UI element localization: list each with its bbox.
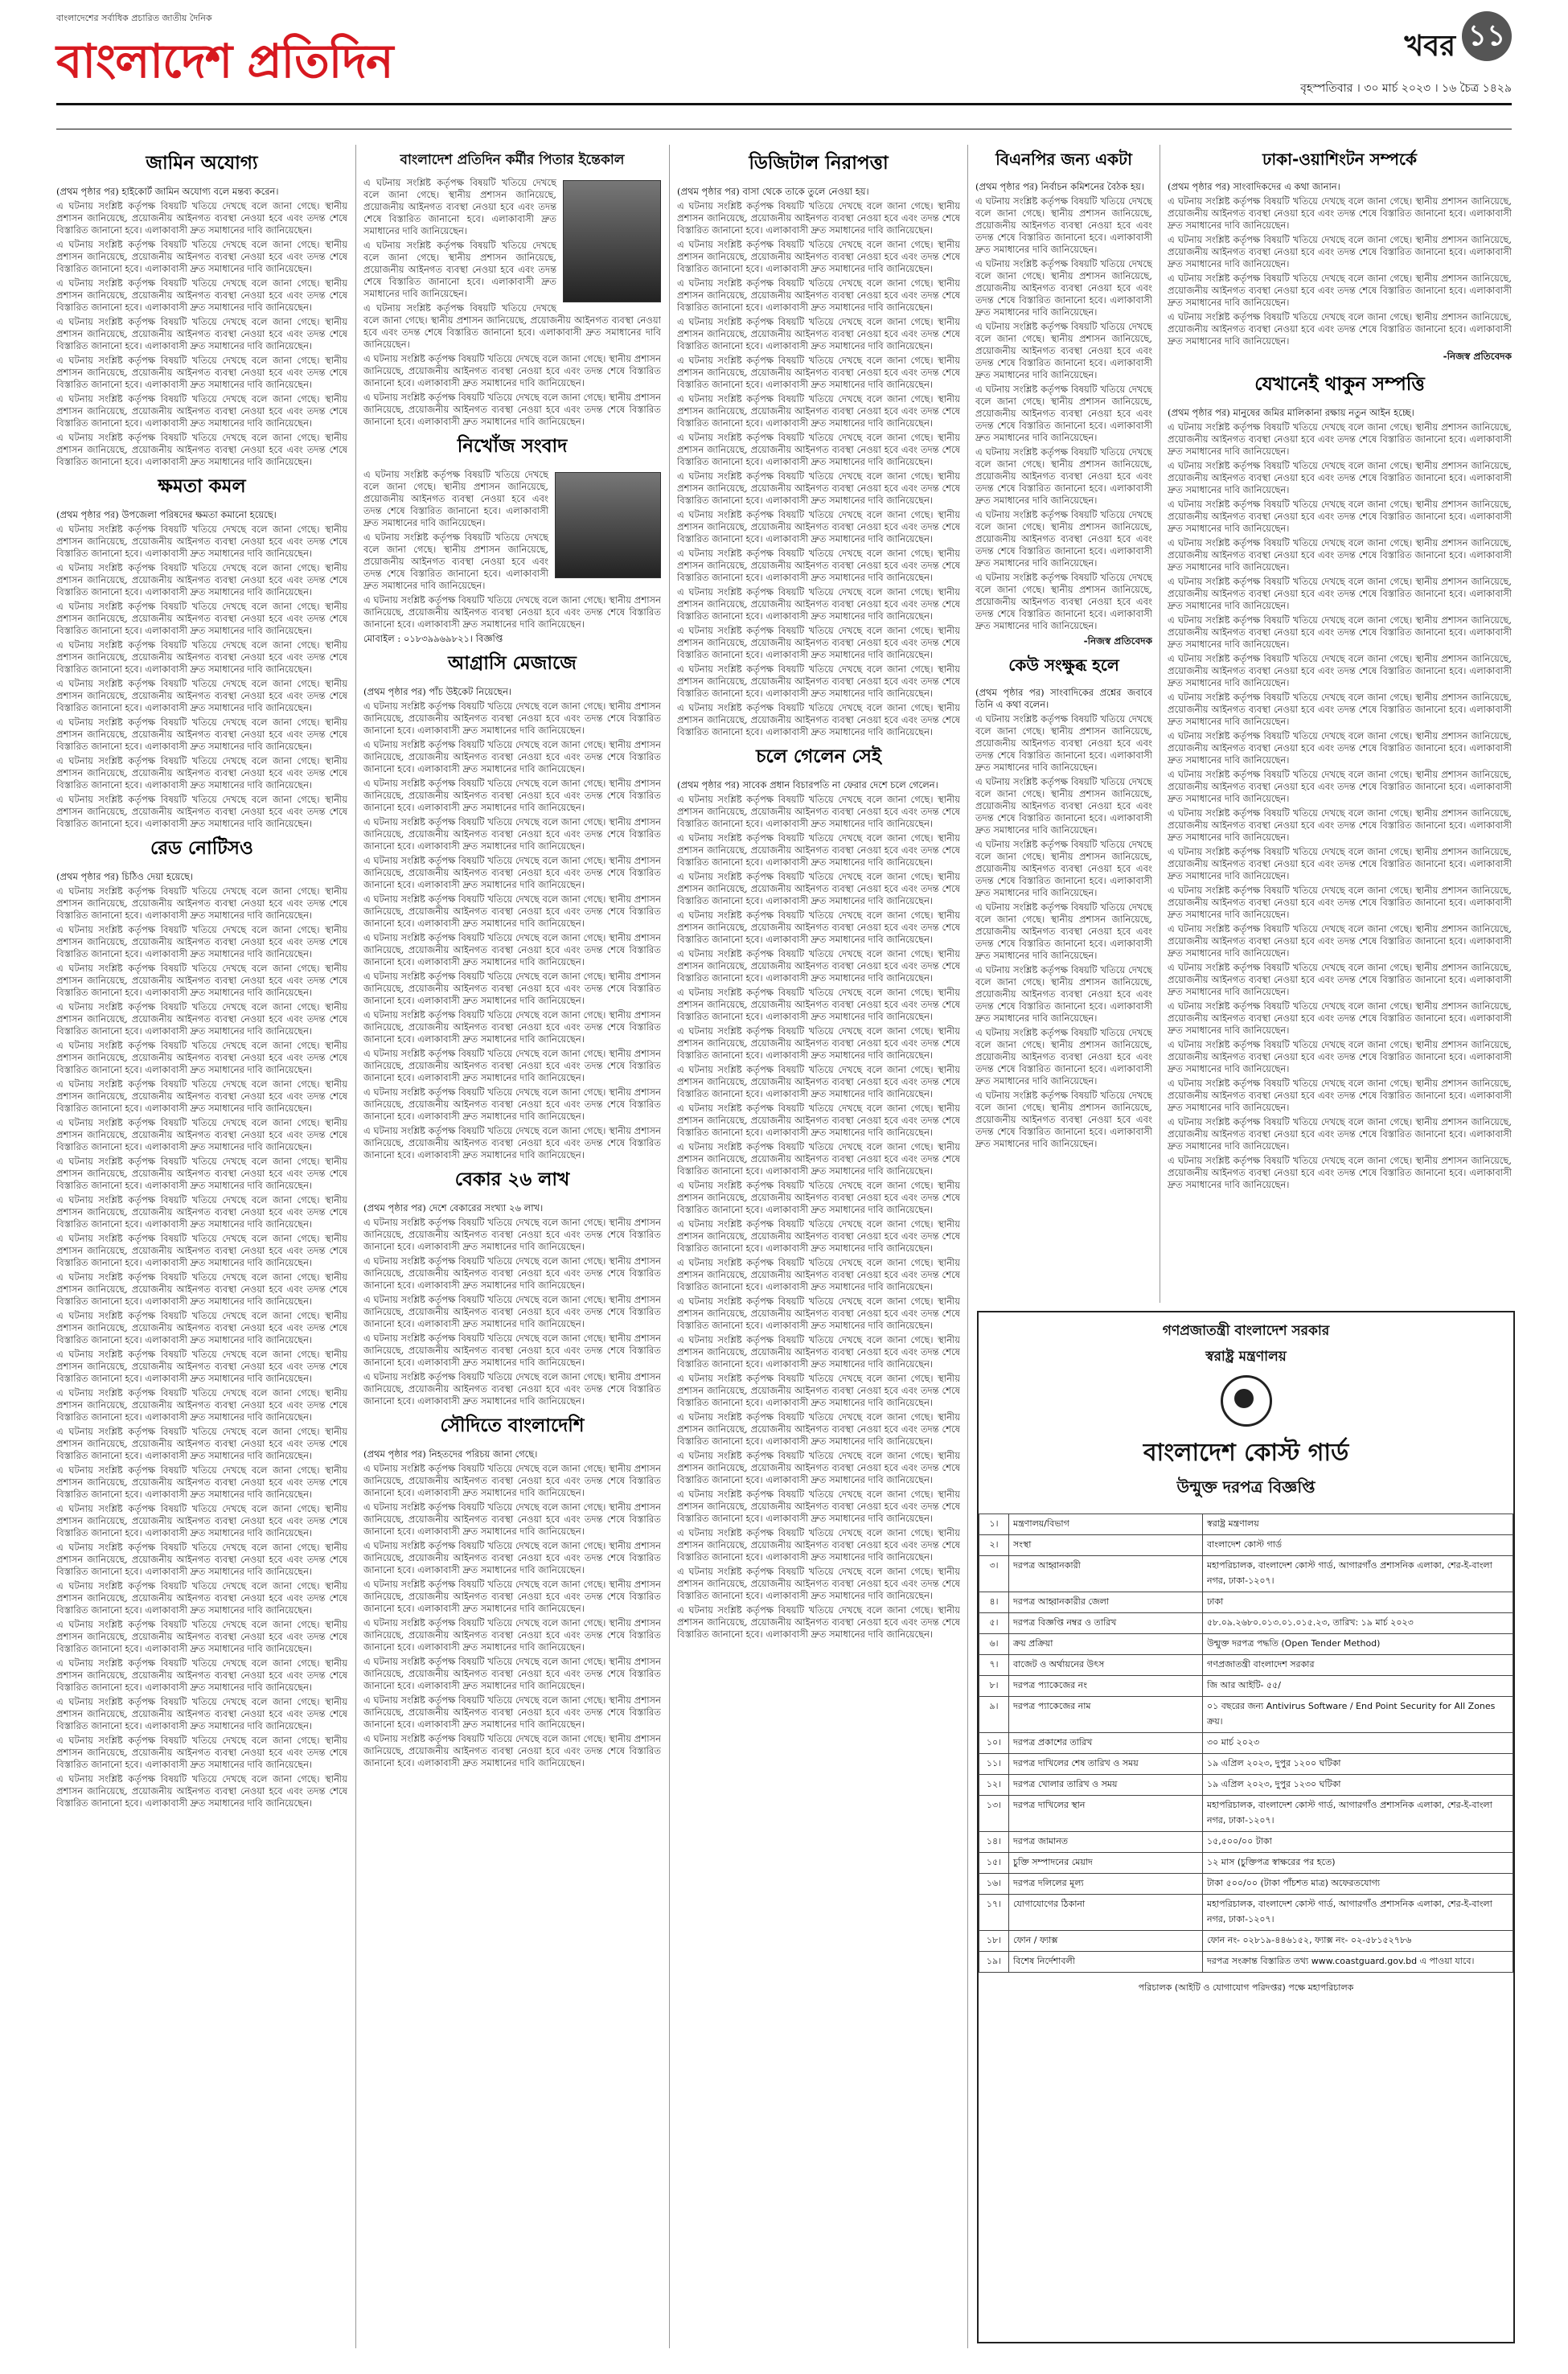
tender-cell-n: ১০। xyxy=(979,1733,1009,1754)
tender-details-table xyxy=(979,1514,1513,1973)
body-text: এ ঘটনায় সংশ্লিষ্ট কর্তৃপক্ষ বিষয়টি খতিয়ে দেখছে বলে জানা গেছে। স্থানীয় প্রশাসন জানিয়েছে, প্রয়োজনীয় আইনগত ব্যবস্থা নেওয়া হবে এবং তদন্ত শেষে বিস্তারিত জানানো হবে। এলাকাবাসী দ্রুত সমাধানের দাবি জানিয়েছেন। xyxy=(56,1657,347,1693)
tender-cell-k: ক্রয় প্রক্রিয়া xyxy=(1009,1634,1203,1655)
body-text: এ ঘটনায় সংশ্লিষ্ট কর্তৃপক্ষ বিষয়টি খতিয়ে দেখছে বলে জানা গেছে। স্থানীয় প্রশাসন জানিয়েছে, প্রয়োজনীয় আইনগত ব্যবস্থা নেওয়া হবে এবং তদন্ত শেষে বিস্তারিত জানানো হবে। এলাকাবাসী দ্রুত সমাধানের দাবি জানিয়েছেন। xyxy=(363,1125,661,1160)
masthead-tagline: বাংলাদেশের সর্বাধিক প্রচারিত জাতীয় দৈনিক xyxy=(56,13,212,23)
body-text: এ ঘটনায় সংশ্লিষ্ট কর্তৃপক্ষ বিষয়টি খতিয়ে দেখছে বলে জানা গেছে। স্থানীয় প্রশাসন জানিয়েছে, প্রয়োজনীয় আইনগত ব্যবস্থা নেওয়া হবে এবং তদন্ত শেষে বিস্তারিত জানানো হবে। এলাকাবাসী দ্রুত সমাধানের দাবি জানিয়েছেন। xyxy=(363,778,661,813)
article-dhaka-washington[interactable] xyxy=(1168,148,1512,366)
body-text: এ ঘটনায় সংশ্লিষ্ট কর্তৃপক্ষ বিষয়টি খতিয়ে দেখছে বলে জানা গেছে। স্থানীয় প্রশাসন জানিয়েছে, প্রয়োজনীয় আইনগত ব্যবস্থা নেওয়া হবে এবং তদন্ত শেষে বিস্তারিত জানানো হবে। এলাকাবাসী দ্রুত সমাধানের দাবি জানিয়েছেন। xyxy=(363,1463,661,1498)
body-text: এ ঘটনায় সংশ্লিষ্ট কর্তৃপক্ষ বিষয়টি খতিয়ে দেখছে বলে জানা গেছে। স্থানীয় প্রশাসন জানিয়েছে, প্রয়োজনীয় আইনগত ব্যবস্থা নেওয়া হবে এবং তদন্ত শেষে বিস্তারিত জানানো হবে। এলাকাবাসী দ্রুত সমাধানের দাবি জানিয়েছেন। xyxy=(56,1001,347,1037)
body-text: এ ঘটনায় সংশ্লিষ্ট কর্তৃপক্ষ বিষয়টি খতিয়ে দেখছে বলে জানা গেছে। স্থানীয় প্রশাসন জানিয়েছে, প্রয়োজনীয় আইনগত ব্যবস্থা নেওয়া হবে এবং তদন্ত শেষে বিস্তারিত জানানো হবে। এলাকাবাসী দ্রুত সমাধানের দাবি জানিয়েছেন। xyxy=(1168,421,1512,457)
body-text: এ ঘটনায় সংশ্লিষ্ট কর্তৃপক্ষ বিষয়টি খতিয়ে দেখছে বলে জানা গেছে। স্থানীয় প্রশাসন জানিয়েছে, প্রয়োজনীয় আইনগত ব্যবস্থা নেওয়া হবে এবং তদন্ত শেষে বিস্তারিত জানানো হবে। এলাকাবাসী দ্রুত সমাধানের দাবি জানিয়েছেন। xyxy=(1168,653,1512,688)
body-text: এ ঘটনায় সংশ্লিষ্ট কর্তৃপক্ষ বিষয়টি খতিয়ে দেখছে বলে জানা গেছে। স্থানীয় প্রশাসন জানিয়েছে, প্রয়োজনীয় আইনগত ব্যবস্থা নেওয়া হবে এবং তদন্ত শেষে বিস্তারিত জানানো হবে। এলাকাবাসী দ্রুত সমাধানের দাবি জানিয়েছেন। xyxy=(56,639,347,675)
tender-row xyxy=(979,1592,1513,1613)
body-text: এ ঘটনায় সংশ্লিষ্ট কর্তৃপক্ষ বিষয়টি খতিয়ে দেখছে বলে জানা গেছে। স্থানীয় প্রশাসন জানিয়েছে, প্রয়োজনীয় আইনগত ব্যবস্থা নেওয়া হবে এবং তদন্ত শেষে বিস্তারিত জানানো হবে। এলাকাবাসী দ্রুত সমাধানের দাবি জানিয়েছেন। xyxy=(56,1271,347,1307)
body-text: এ ঘটনায় সংশ্লিষ্ট কর্তৃপক্ষ বিষয়টি খতিয়ে দেখছে বলে জানা গেছে। স্থানীয় প্রশাসন জানিয়েছে, প্রয়োজনীয় আইনগত ব্যবস্থা নেওয়া হবে এবং তদন্ত শেষে বিস্তারিত জানানো হবে। এলাকাবাসী দ্রুত সমাধানের দাবি জানিয়েছেন। xyxy=(363,1255,661,1291)
article-lead: (প্রথম পৃষ্ঠার পর) উপজেলা পরিষদের ক্ষমতা কমানো হয়েছে। xyxy=(56,509,277,520)
body-text: এ ঘটনায় সংশ্লিষ্ট কর্তৃপক্ষ বিষয়টি খতিয়ে দেখছে বলে জানা গেছে। স্থানীয় প্রশাসন জানিয়েছে, প্রয়োজনীয় আইনগত ব্যবস্থা নেওয়া হবে এবং তদন্ত শেষে বিস্তারিত জানানো হবে। এলাকাবাসী দ্রুত সমাধানের দাবি জানিয়েছেন। xyxy=(56,355,347,390)
tender-cell-k: বাজেট ও অর্থায়নের উৎস xyxy=(1009,1655,1203,1676)
body-text: এ ঘটনায় সংশ্লিষ্ট কর্তৃপক্ষ বিষয়টি খতিয়ে দেখছে বলে জানা গেছে। স্থানীয় প্রশাসন জানিয়েছে, প্রয়োজনীয় আইনগত ব্যবস্থা নেওয়া হবে এবং তদন্ত শেষে বিস্তারিত জানানো হবে। এলাকাবাসী দ্রুত সমাধানের দাবি জানিয়েছেন। xyxy=(1168,273,1512,308)
article-lead: (প্রথম পৃষ্ঠার পর) সাবেক প্রধান বিচারপতি না ফেরার দেশে চলে গেলেন। xyxy=(677,779,938,791)
body-text: এ ঘটনায় সংশ্লিষ্ট কর্তৃপক্ষ বিষয়টি খতিয়ে দেখছে বলে জানা গেছে। স্থানীয় প্রশাসন জানিয়েছে, প্রয়োজনীয় আইনগত ব্যবস্থা নেওয়া হবে এবং তদন্ত শেষে বিস্তারিত জানানো হবে। এলাকাবাসী দ্রুত সমাধানের দাবি জানিয়েছেন। xyxy=(56,1387,347,1423)
tender-cell-v: ১২ মাস (চুক্তিপত্র স্বাক্ষরের পর হতে) xyxy=(1203,1853,1513,1874)
headline: ডিজিটাল নিরাপত্তা xyxy=(749,153,889,174)
tender-cell-k: দরপত্র খোলার তারিখ ও সময় xyxy=(1009,1775,1203,1796)
article-lead: (প্রথম পৃষ্ঠার পর) সাংবাদিকদের এ কথা জানান। xyxy=(1168,181,1340,192)
tender-cell-n: ৪। xyxy=(979,1592,1009,1613)
tender-cell-n: ১১। xyxy=(979,1754,1009,1775)
column-3 xyxy=(677,145,960,2348)
body-text: এ ঘটনায় সংশ্লিষ্ট কর্তৃপক্ষ বিষয়টি খতিয়ে দেখছে বলে জানা গেছে। স্থানীয় প্রশাসন জানিয়েছে, প্রয়োজনীয় আইনগত ব্যবস্থা নেওয়া হবে এবং তদন্ত শেষে বিস্তারিত জানানো হবে। এলাকাবাসী দ্রুত সমাধানের দাবি জানিয়েছেন। xyxy=(56,1542,347,1577)
body-text: এ ঘটনায় সংশ্লিষ্ট কর্তৃপক্ষ বিষয়টি খতিয়ে দেখছে বলে জানা গেছে। স্থানীয় প্রশাসন জানিয়েছে, প্রয়োজনীয় আইনগত ব্যবস্থা নেওয়া হবে এবং তদন্ত শেষে বিস্তারিত জানানো হবে। এলাকাবাসী দ্রুত সমাধানের দাবি জানিয়েছেন। xyxy=(677,1257,960,1292)
tender-cell-v: ০১ বছরের জন্য Antivirus Software / End Point Security for All Zones ক্রয়। xyxy=(1203,1697,1513,1733)
tender-cell-n: ৮। xyxy=(979,1676,1009,1697)
tender-cell-n: ৯। xyxy=(979,1697,1009,1733)
body-text: এ ঘটনায় সংশ্লিষ্ট কর্তৃপক্ষ বিষয়টি খতিয়ে দেখছে বলে জানা গেছে। স্থানীয় প্রশাসন জানিয়েছে, প্রয়োজনীয় আইনগত ব্যবস্থা নেওয়া হবে এবং তদন্ত শেষে বিস্তারিত জানানো হবে। এলাকাবাসী দ্রুত সমাধানের দাবি জানিয়েছেন। xyxy=(975,1090,1152,1149)
body-text: এ ঘটনায় সংশ্লিষ্ট কর্তৃপক্ষ বিষয়টি খতিয়ে দেখছে বলে জানা গেছে। স্থানীয় প্রশাসন জানিয়েছে, প্রয়োজনীয় আইনগত ব্যবস্থা নেওয়া হবে এবং তদন্ত শেষে বিস্তারিত জানানো হবে। এলাকাবাসী দ্রুত সমাধানের দাবি জানিয়েছেন। xyxy=(975,195,1152,255)
tender-cell-v: ৫৮.০৯.২৬৮০.০১৩.০১.০১৫.২৩, তারিখ: ১৯ মার্চ ২০২৩ xyxy=(1203,1613,1513,1634)
tender-row xyxy=(979,1931,1513,1952)
body-text: এ ঘটনায় সংশ্লিষ্ট কর্তৃপক্ষ বিষয়টি খতিয়ে দেখছে বলে জানা গেছে। স্থানীয় প্রশাসন জানিয়েছে, প্রয়োজনীয় আইনগত ব্যবস্থা নেওয়া হবে এবং তদন্ত শেষে বিস্তারিত জানানো হবে। এলাকাবাসী দ্রুত সমাধানের দাবি জানিয়েছেন। xyxy=(363,855,661,890)
article-red-notice[interactable] xyxy=(56,833,347,1809)
body-text: এ ঘটনায় সংশ্লিষ্ট কর্তৃপক্ষ বিষয়টি খতিয়ে দেখছে বলে জানা গেছে। স্থানীয় প্রশাসন জানিয়েছে, প্রয়োজনীয় আইনগত ব্যবস্থা নেওয়া হবে এবং তদন্ত শেষে বিস্তারিত জানানো হবে। এলাকাবাসী দ্রুত সমাধানের দাবি জানিয়েছেন। xyxy=(363,1733,661,1768)
tender-cell-n: ৭। xyxy=(979,1655,1009,1676)
tender-cell-n: ১৪। xyxy=(979,1832,1009,1853)
tender-cell-n: ৩। xyxy=(979,1556,1009,1592)
tender-cell-v: গণপ্রজাতন্ত্রী বাংলাদেশ সরকার xyxy=(1203,1655,1513,1676)
body-text: এ ঘটনায় সংশ্লিষ্ট কর্তৃপক্ষ বিষয়টি খতিয়ে দেখছে বলে জানা গেছে। স্থানীয় প্রশাসন জানিয়েছে, প্রয়োজনীয় আইনগত ব্যবস্থা নেওয়া হবে এবং তদন্ত শেষে বিস্তারিত জানানো হবে। এলাকাবাসী দ্রুত সমাধানের দাবি জানিয়েছেন। xyxy=(677,1218,960,1254)
tender-row xyxy=(979,1613,1513,1634)
headline: বাংলাদেশ প্রতিদিন কর্মীর পিতার ইন্তেকাল xyxy=(400,152,625,168)
article-custody[interactable] xyxy=(363,648,661,1161)
body-text: এ ঘটনায় সংশ্লিষ্ট কর্তৃপক্ষ বিষয়টি খতিয়ে দেখছে বলে জানা গেছে। স্থানীয় প্রশাসন জানিয়েছে, প্রয়োজনীয় আইনগত ব্যবস্থা নেওয়া হবে এবং তদন্ত শেষে বিস্তারিত জানানো হবে। এলাকাবাসী দ্রুত সমাধানের দাবি জানিয়েছেন। xyxy=(363,1217,661,1252)
tender-cell-v: মহাপরিচালক, বাংলাদেশ কোস্ট গার্ড, আগারগাঁও প্রশাসনিক এলাকা, শের-ই-বাংলা নগর, ঢাকা-১২০৭। xyxy=(1203,1796,1513,1832)
tender-row xyxy=(979,1655,1513,1676)
body-text: এ ঘটনায় সংশ্লিষ্ট কর্তৃপক্ষ বিষয়টি খতিয়ে দেখছে বলে জানা গেছে। স্থানীয় প্রশাসন জানিয়েছে, প্রয়োজনীয় আইনগত ব্যবস্থা নেওয়া হবে এবং তদন্ত শেষে বিস্তারিত জানানো হবে। এলাকাবাসী দ্রুত সমাধানের দাবি জানিয়েছেন। xyxy=(975,258,1152,318)
headline: আগ্রাসি মেজাজে xyxy=(448,653,577,674)
tender-cell-k: মন্ত্রণালয়/বিভাগ xyxy=(1009,1514,1203,1535)
body-text: এ ঘটনায় সংশ্লিষ্ট কর্তৃপক্ষ বিষয়টি খতিয়ে দেখছে বলে জানা গেছে। স্থানীয় প্রশাসন জানিয়েছে, প্রয়োজনীয় আইনগত ব্যবস্থা নেওয়া হবে এবং তদন্ত শেষে বিস্তারিত জানানো হবে। এলাকাবাসী দ্রুত সমাধানের দাবি জানিয়েছেন। xyxy=(975,1027,1152,1086)
body-text: এ ঘটনায় সংশ্লিষ্ট কর্তৃপক্ষ বিষয়টি খতিয়ে দেখছে বলে জানা গেছে। স্থানীয় প্রশাসন জানিয়েছে, প্রয়োজনীয় আইনগত ব্যবস্থা নেওয়া হবে এবং তদন্ত শেষে বিস্তারিত জানানো হবে। এলাকাবাসী দ্রুত সমাধানের দাবি জানিয়েছেন। xyxy=(677,625,960,660)
body-text: এ ঘটনায় সংশ্লিষ্ট কর্তৃপক্ষ বিষয়টি খতিয়ে দেখছে বলে জানা গেছে। স্থানীয় প্রশাসন জানিয়েছে, প্রয়োজনীয় আইনগত ব্যবস্থা নেওয়া হবে এবং তদন্ত শেষে বিস্তারিত জানানো হবে। এলাকাবাসী দ্রুত সমাধানের দাবি জানিয়েছেন। xyxy=(363,1086,661,1122)
body-text: এ ঘটনায় সংশ্লিষ্ট কর্তৃপক্ষ বিষয়টি খতিয়ে দেখছে বলে জানা গেছে। স্থানীয় প্রশাসন জানিয়েছে, প্রয়োজনীয় আইনগত ব্যবস্থা নেওয়া হবে এবং তদন্ত শেষে বিস্তারিত জানানো হবে। এলাকাবাসী দ্রুত সমাধানের দাবি জানিয়েছেন। xyxy=(975,572,1152,631)
body-text: এ ঘটনায় সংশ্লিষ্ট কর্তৃপক্ষ বিষয়টি খতিয়ে দেখছে বলে জানা গেছে। স্থানীয় প্রশাসন জানিয়েছে, প্রয়োজনীয় আইনগত ব্যবস্থা নেওয়া হবে এবং তদন্ত শেষে বিস্তারিত জানানো হবে। এলাকাবাসী দ্রুত সমাধানের দাবি জানিয়েছেন। xyxy=(363,1694,661,1730)
body-text: এ ঘটনায় সংশ্লিষ্ট কর্তৃপক্ষ বিষয়টি খতিয়ে দেখছে বলে জানা গেছে। স্থানীয় প্রশাসন জানিয়েছে, প্রয়োজনীয় আইনগত ব্যবস্থা নেওয়া হবে এবং তদন্ত শেষে বিস্তারিত জানানো হবে। এলাকাবাসী দ্রুত সমাধানের দাবি জানিয়েছেন। xyxy=(975,509,1152,569)
tender-cell-k: দরপত্র প্যাকেজের নং xyxy=(1009,1676,1203,1697)
headline: যেখানেই থাকুন সম্পত্তি xyxy=(1254,374,1425,395)
body-text: এ ঘটনায় সংশ্লিষ্ট কর্তৃপক্ষ বিষয়টি খতিয়ে দেখছে বলে জানা গেছে। স্থানীয় প্রশাসন জানিয়েছে, প্রয়োজনীয় আইনগত ব্যবস্থা নেওয়া হবে এবং তদন্ত শেষে বিস্তারিত জানানো হবে। এলাকাবাসী দ্রুত সমাধানের দাবি জানিয়েছেন। xyxy=(56,1735,347,1770)
tender-cell-k: দরপত্র প্যাকেজের নাম xyxy=(1009,1697,1203,1733)
body-text: এ ঘটনায় সংশ্লিষ্ট কর্তৃপক্ষ বিষয়টি খতিয়ে দেখছে বলে জানা গেছে। স্থানীয় প্রশাসন জানিয়েছে, প্রয়োজনীয় আইনগত ব্যবস্থা নেওয়া হবে এবং তদন্ত শেষে বিস্তারিত জানানো হবে। এলাকাবাসী দ্রুত সমাধানের দাবি জানিয়েছেন। xyxy=(1168,923,1512,959)
headline: নিখোঁজ সংবাদ xyxy=(457,436,568,457)
body-text: এ ঘটনায় সংশ্লিষ্ট কর্তৃপক্ষ বিষয়টি খতিয়ে দেখছে বলে জানা গেছে। স্থানীয় প্রশাসন জানিয়েছে, প্রয়োজনীয় আইনগত ব্যবস্থা নেওয়া হবে এবং তদন্ত শেষে বিস্তারিত জানানো হবে। এলাকাবাসী দ্রুত সমাধানের দাবি জানিয়েছেন। xyxy=(677,702,960,737)
tender-cell-k: দরপত্র দাখিলের স্থান xyxy=(1009,1796,1203,1832)
body-text: এ ঘটনায় সংশ্লিষ্ট কর্তৃপক্ষ বিষয়টি খতিয়ে দেখছে বলে জানা গেছে। স্থানীয় প্রশাসন জানিয়েছে, প্রয়োজনীয় আইনগত ব্যবস্থা নেওয়া হবে এবং তদন্ত শেষে বিস্তারিত জানানো হবে। এলাকাবাসী দ্রুত সমাধানের দাবি জানিয়েছেন। xyxy=(677,316,960,351)
body-text: এ ঘটনায় সংশ্লিষ্ট কর্তৃপক্ষ বিষয়টি খতিয়ে দেখছে বলে জানা গেছে। স্থানীয় প্রশাসন জানিয়েছে, প্রয়োজনীয় আইনগত ব্যবস্থা নেওয়া হবে এবং তদন্ত শেষে বিস্তারিত জানানো হবে। এলাকাবাসী দ্রুত সমাধানের দাবি জানিয়েছেন। xyxy=(1168,885,1512,920)
tender-cell-n: ১। xyxy=(979,1514,1009,1535)
body-text: এ ঘটনায় সংশ্লিষ্ট কর্তৃপক্ষ বিষয়টি খতিয়ে দেখছে বলে জানা গেছে। স্থানীয় প্রশাসন জানিয়েছে, প্রয়োজনীয় আইনগত ব্যবস্থা নেওয়া হবে এবং তদন্ত শেষে বিস্তারিত জানানো হবে। এলাকাবাসী দ্রুত সমাধানের দাবি জানিয়েছেন। xyxy=(677,200,960,236)
body-text: এ ঘটনায় সংশ্লিষ্ট কর্তৃপক্ষ বিষয়টি খতিয়ে দেখছে বলে জানা গেছে। স্থানীয় প্রশাসন জানিয়েছে, প্রয়োজনীয় আইনগত ব্যবস্থা নেওয়া হবে এবং তদন্ত শেষে বিস্তারিত জানানো হবে। এলাকাবাসী দ্রুত সমাধানের দাবি জানিয়েছেন। xyxy=(1168,234,1512,269)
body-text: এ ঘটনায় সংশ্লিষ্ট কর্তৃপক্ষ বিষয়টি খতিয়ে দেখছে বলে জানা গেছে। স্থানীয় প্রশাসন জানিয়েছে, প্রয়োজনীয় আইনগত ব্যবস্থা নেওয়া হবে এবং তদন্ত শেষে বিস্তারিত জানানো হবে। এলাকাবাসী দ্রুত সমাধানের দাবি জানিয়েছেন। xyxy=(975,776,1152,836)
body-text: এ ঘটনায় সংশ্লিষ্ট কর্তৃপক্ষ বিষয়টি খতিয়ে দেখছে বলে জানা গেছে। স্থানীয় প্রশাসন জানিয়েছে, প্রয়োজনীয় আইনগত ব্যবস্থা নেওয়া হবে এবং তদন্ত শেষে বিস্তারিত জানানো হবে। এলাকাবাসী দ্রুত সমাধানের দাবি জানিয়েছেন। xyxy=(363,1371,661,1407)
body-text: এ ঘটনায় সংশ্লিষ্ট কর্তৃপক্ষ বিষয়টি খতিয়ে দেখছে বলে জানা গেছে। স্থানীয় প্রশাসন জানিয়েছে, প্রয়োজনীয় আইনগত ব্যবস্থা নেওয়া হবে এবং তদন্ত শেষে বিস্তারিত জানানো হবে। এলাকাবাসী দ্রুত সমাধানের দাবি জানিয়েছেন। xyxy=(56,1194,347,1230)
body-text: এ ঘটনায় সংশ্লিষ্ট কর্তৃপক্ষ বিষয়টি খতিয়ে দেখছে বলে জানা গেছে। স্থানীয় প্রশাসন জানিয়েছে, প্রয়োজনীয় আইনগত ব্যবস্থা নেওয়া হবে এবং তদন্ত শেষে বিস্তারিত জানানো হবে। এলাকাবাসী দ্রুত সমাধানের দাবি জানিয়েছেন। xyxy=(1168,1155,1512,1190)
tender-cell-v: স্বরাষ্ট্র মন্ত্রণালয় xyxy=(1203,1514,1513,1535)
column-4 xyxy=(975,145,1152,1303)
body-text: এ ঘটনায় সংশ্লিষ্ট কর্তৃপক্ষ বিষয়টি খতিয়ে দেখছে বলে জানা গেছে। স্থানীয় প্রশাসন জানিয়েছে, প্রয়োজনীয় আইনগত ব্যবস্থা নেওয়া হবে এবং তদন্ত শেষে বিস্তারিত জানানো হবে। এলাকাবাসী দ্রুত সমাধানের দাবি জানিয়েছেন। xyxy=(1168,1116,1512,1152)
tender-cell-k: ফোন / ফ্যাক্স xyxy=(1009,1931,1203,1952)
body-text: এ ঘটনায় সংশ্লিষ্ট কর্তৃপক্ষ বিষয়টি খতিয়ে দেখছে বলে জানা গেছে। স্থানীয় প্রশাসন জানিয়েছে, প্রয়োজনীয় আইনগত ব্যবস্থা নেওয়া হবে এবং তদন্ত শেষে বিস্তারিত জানানো হবে। এলাকাবাসী দ্রুত সমাধানের দাবি জানিয়েছেন। xyxy=(56,1040,347,1075)
body-text: এ ঘটনায় সংশ্লিষ্ট কর্তৃপক্ষ বিষয়টি খতিয়ে দেখছে বলে জানা গেছে। স্থানীয় প্রশাসন জানিয়েছে, প্রয়োজনীয় আইনগত ব্যবস্থা নেওয়া হবে এবং তদন্ত শেষে বিস্তারিত জানানো হবে। এলাকাবাসী দ্রুত সমাধানের দাবি জানিয়েছেন। xyxy=(56,963,347,998)
body-text: এ ঘটনায় সংশ্লিষ্ট কর্তৃপক্ষ বিষয়টি খতিয়ে দেখছে বলে জানা গেছে। স্থানীয় প্রশাসন জানিয়েছে, প্রয়োজনীয় আইনগত ব্যবস্থা নেওয়া হবে এবং তদন্ত শেষে বিস্তারিত জানানো হবে। এলাকাবাসী দ্রুত সমাধানের দাবি জানিয়েছেন। xyxy=(677,1566,960,1601)
missing-contact: মোবাইল : ০১৮৩৯৯৬৯৮২১। বিজ্ঞপ্তি xyxy=(363,633,503,644)
tender-cell-k: দরপত্র জামানত xyxy=(1009,1832,1203,1853)
body-text: এ ঘটনায় সংশ্লিষ্ট কর্তৃপক্ষ বিষয়টি খতিয়ে দেখছে বলে জানা গেছে। স্থানীয় প্রশাসন জানিয়েছে, প্রয়োজনীয় আইনগত ব্যবস্থা নেওয়া হবে এবং তদন্ত শেষে বিস্তারিত জানানো হবে। এলাকাবাসী দ্রুত সমাধানের দাবি জানিয়েছেন। xyxy=(56,432,347,467)
body-text: এ ঘটনায় সংশ্লিষ্ট কর্তৃপক্ষ বিষয়টি খতিয়ে দেখছে বলে জানা গেছে। স্থানীয় প্রশাসন জানিয়েছে, প্রয়োজনীয় আইনগত ব্যবস্থা নেওয়া হবে এবং তদন্ত শেষে বিস্তারিত জানানো হবে। এলাকাবাসী দ্রুত সমাধানের দাবি জানিয়েছেন। xyxy=(363,240,556,299)
body-text: এ ঘটনায় সংশ্লিষ্ট কর্তৃপক্ষ বিষয়টি খতিয়ে দেখছে বলে জানা গেছে। স্থানীয় প্রশাসন জানিয়েছে, প্রয়োজনীয় আইনগত ব্যবস্থা নেওয়া হবে এবং তদন্ত শেষে বিস্তারিত জানানো হবে। এলাকাবাসী দ্রুত সমাধানের দাবি জানিয়েছেন। xyxy=(56,717,347,752)
body-text: এ ঘটনায় সংশ্লিষ্ট কর্তৃপক্ষ বিষয়টি খতিয়ে দেখছে বলে জানা গেছে। স্থানীয় প্রশাসন জানিয়েছে, প্রয়োজনীয় আইনগত ব্যবস্থা নেওয়া হবে এবং তদন্ত শেষে বিস্তারিত জানানো হবে। এলাকাবাসী দ্রুত সমাধানের দাবি জানিয়েছেন। xyxy=(677,1064,960,1099)
tender-cell-n: ৫। xyxy=(979,1613,1009,1634)
tender-cell-v: টাকা ৫০০/০০ (টাকা পাঁচশত মাত্র) অফেরতযোগ্য xyxy=(1203,1874,1513,1895)
tender-row xyxy=(979,1514,1513,1535)
body-text: এ ঘটনায় সংশ্লিষ্ট কর্তৃপক্ষ বিষয়টি খতিয়ে দেখছে বলে জানা গেছে। স্থানীয় প্রশাসন জানিয়েছে, প্রয়োজনীয় আইনগত ব্যবস্থা নেওয়া হবে এবং তদন্ত শেষে বিস্তারিত জানানো হবে। এলাকাবাসী দ্রুত সমাধানের দাবি জানিয়েছেন। xyxy=(1168,769,1512,804)
issue-date: বৃহস্পতিবার । ৩০ মার্চ ২০২৩ । ১৬ চৈত্র ১৪২৯ xyxy=(1300,82,1512,95)
tender-cell-v: ৩০ মার্চ ২০২৩ xyxy=(1203,1733,1513,1754)
article-saudi[interactable] xyxy=(363,1411,661,1769)
tender-cell-v: ১৫,৫০০/০০ টাকা xyxy=(1203,1832,1513,1853)
body-text: এ ঘটনায় সংশ্লিষ্ট কর্তৃপক্ষ বিষয়টি খতিয়ে দেখছে বলে জানা গেছে। স্থানীয় প্রশাসন জানিয়েছে, প্রয়োজনীয় আইনগত ব্যবস্থা নেওয়া হবে এবং তদন্ত শেষে বিস্তারিত জানানো হবে। এলাকাবাসী দ্রুত সমাধানের দাবি জানিয়েছেন। xyxy=(1168,846,1512,881)
body-text: এ ঘটনায় সংশ্লিষ্ট কর্তৃপক্ষ বিষয়টি খতিয়ে দেখছে বলে জানা গেছে। স্থানীয় প্রশাসন জানিয়েছে, প্রয়োজনীয় আইনগত ব্যবস্থা নেওয়া হবে এবং তদন্ত শেষে বিস্তারিত জানানো হবে। এলাকাবাসী দ্রুত সমাধানের দাবি জানিয়েছেন। xyxy=(56,316,347,351)
headline: জামিন অযোগ্য xyxy=(146,153,258,174)
body-text: এ ঘটনায় সংশ্লিষ্ট কর্তৃপক্ষ বিষয়টি খতিয়ে দেখছে বলে জানা গেছে। স্থানীয় প্রশাসন জানিয়েছে, প্রয়োজনীয় আইনগত ব্যবস্থা নেওয়া হবে এবং তদন্ত শেষে বিস্তারিত জানানো হবে। এলাকাবাসী দ্রুত সমাধানের দাবি জানিয়েছেন। xyxy=(56,601,347,636)
tender-cell-k: দরপত্র বিজ্ঞপ্তি নম্বর ও তারিখ xyxy=(1009,1613,1203,1634)
masthead-logo[interactable] xyxy=(56,11,393,108)
body-text: এ ঘটনায় সংশ্লিষ্ট কর্তৃপক্ষ বিষয়টি খতিয়ে দেখছে বলে জানা গেছে। স্থানীয় প্রশাসন জানিয়েছে, প্রয়োজনীয় আইনগত ব্যবস্থা নেওয়া হবে এবং তদন্ত শেষে বিস্তারিত জানানো হবে। এলাকাবাসী দ্রুত সমাধানের দাবি জানিয়েছেন। xyxy=(363,1294,661,1329)
body-text: এ ঘটনায় সংশ্লিষ্ট কর্তৃপক্ষ বিষয়টি খতিয়ে দেখছে বলে জানা গেছে। স্থানীয় প্রশাসন জানিয়েছে, প্রয়োজনীয় আইনগত ব্যবস্থা নেওয়া হবে এবং তদন্ত শেষে বিস্তারিত জানানো হবে। এলাকাবাসী দ্রুত সমাধানের দাবি জানিয়েছেন। xyxy=(363,893,661,929)
body-text: এ ঘটনায় সংশ্লিষ্ট কর্তৃপক্ষ বিষয়টি খতিয়ে দেখছে বলে জানা গেছে। স্থানীয় প্রশাসন জানিয়েছে, প্রয়োজনীয় আইনগত ব্যবস্থা নেওয়া হবে এবং তদন্ত শেষে বিস্তারিত জানানো হবে। এলাকাবাসী দ্রুত সমাধানের দাবি জানিয়েছেন। xyxy=(56,1464,347,1500)
body-text: এ ঘটনায় সংশ্লিষ্ট কর্তৃপক্ষ বিষয়টি খতিয়ে দেখছে বলে জানা গেছে। স্থানীয় প্রশাসন জানিয়েছে, প্রয়োজনীয় আইনগত ব্যবস্থা নেওয়া হবে এবং তদন্ত শেষে বিস্তারিত জানানো হবে। এলাকাবাসী দ্রুত সমাধানের দাবি জানিয়েছেন। xyxy=(1168,537,1512,573)
body-text: এ ঘটনায় সংশ্লিষ্ট কর্তৃপক্ষ বিষয়টি খতিয়ে দেখছে বলে জানা গেছে। স্থানীয় প্রশাসন জানিয়েছে, প্রয়োজনীয় আইনগত ব্যবস্থা নেওয়া হবে এবং তদন্ত শেষে বিস্তারিত জানানো হবে। এলাকাবাসী দ্রুত সমাধানের দাবি জানিয়েছেন। xyxy=(677,1296,960,1331)
byline: -নিজস্ব প্রতিবেদক xyxy=(1083,635,1152,647)
tender-cell-n: ১২। xyxy=(979,1775,1009,1796)
body-text: এ ঘটনায় সংশ্লিষ্ট কর্তৃপক্ষ বিষয়টি খতিয়ে দেখছে বলে জানা গেছে। স্থানীয় প্রশাসন জানিয়েছে, প্রয়োজনীয় আইনগত ব্যবস্থা নেওয়া হবে এবং তদন্ত শেষে বিস্তারিত জানানো হবে। এলাকাবাসী দ্রুত সমাধানের দাবি জানিয়েছেন। xyxy=(363,1048,661,1083)
body-text: এ ঘটনায় সংশ্লিষ্ট কর্তৃপক্ষ বিষয়টি খতিয়ে দেখছে বলে জানা গেছে। স্থানীয় প্রশাসন জানিয়েছে, প্রয়োজনীয় আইনগত ব্যবস্থা নেওয়া হবে এবং তদন্ত শেষে বিস্তারিত জানানো হবে। এলাকাবাসী দ্রুত সমাধানের দাবি জানিয়েছেন। xyxy=(56,755,347,791)
body-text: এ ঘটনায় সংশ্লিষ্ট কর্তৃপক্ষ বিষয়টি খতিয়ে দেখছে বলে জানা গেছে। স্থানীয় প্রশাসন জানিয়েছে, প্রয়োজনীয় আইনগত ব্যবস্থা নেওয়া হবে এবং তদন্ত শেষে বিস্তারিত জানানো হবে। এলাকাবাসী দ্রুত সমাধানের দাবি জানিয়েছেন। xyxy=(363,1540,661,1575)
headline: চলে গেলেন সেই xyxy=(756,746,881,767)
body-text: এ ঘটনায় সংশ্লিষ্ট কর্তৃপক্ষ বিষয়টি খতিয়ে দেখছে বলে জানা গেছে। স্থানীয় প্রশাসন জানিয়েছে, প্রয়োজনীয় আইনগত ব্যবস্থা নেওয়া হবে এবং তদন্ত শেষে বিস্তারিত জানানো হবে। এলাকাবাসী দ্রুত সমাধানের দাবি জানিয়েছেন। xyxy=(677,1141,960,1177)
article-obituary[interactable] xyxy=(363,150,661,428)
tender-cell-n: ১৯। xyxy=(979,1952,1009,1973)
tender-cell-k: বিশেষ নির্দেশাবলী xyxy=(1009,1952,1203,1973)
tender-cell-k: দরপত্র আহ্বানকারীর জেলা xyxy=(1009,1592,1203,1613)
tender-cell-v: ১৯ এপ্রিল ২০২৩, দুপুর ১২০০ ঘটিকা xyxy=(1203,1754,1513,1775)
body-text: এ ঘটনায় সংশ্লিষ্ট কর্তৃপক্ষ বিষয়টি খতিয়ে দেখছে বলে জানা গেছে। স্থানীয় প্রশাসন জানিয়েছে, প্রয়োজনীয় আইনগত ব্যবস্থা নেওয়া হবে এবং তদন্ত শেষে বিস্তারিত জানানো হবে। এলাকাবাসী দ্রুত সমাধানের দাবি জানিয়েছেন। xyxy=(677,470,960,506)
article-lead: (প্রথম পৃষ্ঠার পর) পাঁচ উইকেট নিয়েছেন। xyxy=(363,686,512,697)
body-text: এ ঘটনায় সংশ্লিষ্ট কর্তৃপক্ষ বিষয়টি খতিয়ে দেখছে বলে জানা গেছে। স্থানীয় প্রশাসন জানিয়েছে, প্রয়োজনীয় আইনগত ব্যবস্থা নেওয়া হবে এবং তদন্ত শেষে বিস্তারিত জানানো হবে। এলাকাবাসী দ্রুত সমাধানের দাবি জানিয়েছেন। xyxy=(1168,807,1512,843)
body-text: এ ঘটনায় সংশ্লিষ্ট কর্তৃপক্ষ বিষয়টি খতিয়ে দেখছে বলে জানা গেছে। স্থানীয় প্রশাসন জানিয়েছে, প্রয়োজনীয় আইনগত ব্যবস্থা নেওয়া হবে এবং তদন্ত শেষে বিস্তারিত জানানো হবে। এলাকাবাসী দ্রুত সমাধানের দাবি জানিয়েছেন। xyxy=(677,548,960,583)
headline: ঢাকা-ওয়াশিংটন সম্পর্কে xyxy=(1262,150,1417,169)
body-text: এ ঘটনায় সংশ্লিষ্ট কর্তৃপক্ষ বিষয়টি খতিয়ে দেখছে বলে জানা গেছে। স্থানীয় প্রশাসন জানিয়েছে, প্রয়োজনীয় আইনগত ব্যবস্থা নেওয়া হবে এবং তদন্ত শেষে বিস্তারিত জানানো হবে। এলাকাবাসী দ্রুত সমাধানের দাবি জানিয়েছেন। xyxy=(677,432,960,467)
column-divider xyxy=(967,145,968,2348)
tender-row xyxy=(979,1796,1513,1832)
body-text: এ ঘটনায় সংশ্লিষ্ট কর্তৃপক্ষ বিষয়টি খতিয়ে দেখছে বলে জানা গেছে। স্থানীয় প্রশাসন জানিয়েছে, প্রয়োজনীয় আইনগত ব্যবস্থা নেওয়া হবে এবং তদন্ত শেষে বিস্তারিত জানানো হবে। এলাকাবাসী দ্রুত সমাধানের দাবি জানিয়েছেন। xyxy=(363,1656,661,1691)
body-text: এ ঘটনায় সংশ্লিষ্ট কর্তৃপক্ষ বিষয়টি খতিয়ে দেখছে বলে জানা গেছে। স্থানীয় প্রশাসন জানিয়েছে, প্রয়োজনীয় আইনগত ব্যবস্থা নেওয়া হবে এবং তদন্ত শেষে বিস্তারিত জানানো হবে। এলাকাবাসী দ্রুত সমাধানের দাবি জানিয়েছেন। xyxy=(1168,311,1512,347)
article-lead: (প্রথম পৃষ্ঠার পর) মানুষের জমির মালিকানা রক্ষায় নতুন আইন হচ্ছে। xyxy=(1168,407,1414,418)
body-text: এ ঘটনায় সংশ্লিষ্ট কর্তৃপক্ষ বিষয়টি খতিয়ে দেখছে বলে জানা গেছে। স্থানীয় প্রশাসন জানিয়েছে, প্রয়োজনীয় আইনগত ব্যবস্থা নেওয়া হবে এবং তদন্ত শেষে বিস্তারিত জানানো হবে। এলাকাবাসী দ্রুত সমাধানের দাবি জানিয়েছেন। xyxy=(975,321,1152,380)
headline: রেড নোটিসও xyxy=(150,838,253,859)
body-text: এ ঘটনায় সংশ্লিষ্ট কর্তৃপক্ষ বিষয়টি খতিয়ে দেখছে বলে জানা গেছে। স্থানীয় প্রশাসন জানিয়েছে, প্রয়োজনীয় আইনগত ব্যবস্থা নেওয়া হবে এবং তদন্ত শেষে বিস্তারিত জানানো হবে। এলাকাবাসী দ্রুত সমাধানের দাবি জানিয়েছেন। xyxy=(363,1501,661,1537)
body-text: এ ঘটনায় সংশ্লিষ্ট কর্তৃপক্ষ বিষয়টি খতিয়ে দেখছে বলে জানা গেছে। স্থানীয় প্রশাসন জানিয়েছে, প্রয়োজনীয় আইনগত ব্যবস্থা নেওয়া হবে এবং তদন্ত শেষে বিস্তারিত জানানো হবে। এলাকাবাসী দ্রুত সমাধানের দাবি জানিয়েছেন। xyxy=(56,1503,347,1538)
body-text: এ ঘটনায় সংশ্লিষ্ট কর্তৃপক্ষ বিষয়টি খতিয়ে দেখছে বলে জানা গেছে। স্থানীয় প্রশাসন জানিয়েছে, প্রয়োজনীয় আইনগত ব্যবস্থা নেওয়া হবে এবং তদন্ত শেষে বিস্তারিত জানানো হবে। এলাকাবাসী দ্রুত সমাধানের দাবি জানিয়েছেন। xyxy=(677,355,960,390)
body-text: এ ঘটনায় সংশ্লিষ্ট কর্তৃপক্ষ বিষয়টি খতিয়ে দেখছে বলে জানা গেছে। স্থানীয় প্রশাসন জানিয়েছে, প্রয়োজনীয় আইনগত ব্যবস্থা নেওয়া হবে এবং তদন্ত শেষে বিস্তারিত জানানো হবে। এলাকাবাসী দ্রুত সমাধানের দাবি জানিয়েছেন। xyxy=(1168,1039,1512,1074)
article-missing[interactable] xyxy=(363,431,661,645)
body-text: এ ঘটনায় সংশ্লিষ্ট কর্তৃপক্ষ বিষয়টি খতিয়ে দেখছে বলে জানা গেছে। স্থানীয় প্রশাসন জানিয়েছে, প্রয়োজনীয় আইনগত ব্যবস্থা নেওয়া হবে এবং তদন্ত শেষে বিস্তারিত জানানো হবে। এলাকাবাসী দ্রুত সমাধানের দাবি জানিয়েছেন। xyxy=(975,839,1152,898)
body-text: এ ঘটনায় সংশ্লিষ্ট কর্তৃপক্ষ বিষয়টি খতিয়ে দেখছে বলে জানা গেছে। স্থানীয় প্রশাসন জানিয়েছে, প্রয়োজনীয় আইনগত ব্যবস্থা নেওয়া হবে এবং তদন্ত শেষে বিস্তারিত জানানো হবে। এলাকাবাসী দ্রুত সমাধানের দাবি জানিয়েছেন। xyxy=(677,1180,960,1215)
body-text: এ ঘটনায় সংশ্লিষ্ট কর্তৃপক্ষ বিষয়টি খতিয়ে দেখছে বলে জানা গেছে। স্থানীয় প্রশাসন জানিয়েছে, প্রয়োজনীয় আইনগত ব্যবস্থা নেওয়া হবে এবং তদন্ত শেষে বিস্তারিত জানানো হবে। এলাকাবাসী দ্রুত সমাধানের দাবি জানিয়েছেন। xyxy=(975,964,1152,1024)
tender-cell-k: দরপত্র দাখিলের শেষ তারিখ ও সময় xyxy=(1009,1754,1203,1775)
headline: ক্ষমতা কমল xyxy=(158,476,246,497)
body-text: এ ঘটনায় সংশ্লিষ্ট কর্তৃপক্ষ বিষয়টি খতিয়ে দেখছে বলে জানা গেছে। স্থানীয় প্রশাসন জানিয়েছে, প্রয়োজনীয় আইনগত ব্যবস্থা নেওয়া হবে এবং তদন্ত শেষে বিস্তারিত জানানো হবে। এলাকাবাসী দ্রুত সমাধানের দাবি জানিয়েছেন। xyxy=(56,924,347,959)
body-text: এ ঘটনায় সংশ্লিষ্ট কর্তৃপক্ষ বিষয়টি খতিয়ে দেখছে বলে জানা গেছে। স্থানীয় প্রশাসন জানিয়েছে, প্রয়োজনীয় আইনগত ব্যবস্থা নেওয়া হবে এবং তদন্ত শেষে বিস্তারিত জানানো হবে। এলাকাবাসী দ্রুত সমাধানের দাবি জানিয়েছেন। xyxy=(1168,730,1512,766)
article-lead: (প্রথম পৃষ্ঠার পর) চিঠিও দেয়া হয়েছে। xyxy=(56,871,194,882)
tender-cell-k: দরপত্র প্রকাশের তারিখ xyxy=(1009,1733,1203,1754)
tender-cell-k: দরপত্র আহ্বানকারী xyxy=(1009,1556,1203,1592)
body-text: এ ঘটনায় সংশ্লিষ্ট কর্তৃপক্ষ বিষয়টি খতিয়ে দেখছে বলে জানা গেছে। স্থানীয় প্রশাসন জানিয়েছে, প্রয়োজনীয় আইনগত ব্যবস্থা নেওয়া হবে এবং তদন্ত শেষে বিস্তারিত জানানো হবে। এলাকাবাসী দ্রুত সমাধানের দাবি জানিয়েছেন। xyxy=(677,1334,960,1370)
body-text: এ ঘটনায় সংশ্লিষ্ট কর্তৃপক্ষ বিষয়টি খতিয়ে দেখছে বলে জানা গেছে। স্থানীয় প্রশাসন জানিয়েছে, প্রয়োজনীয় আইনগত ব্যবস্থা নেওয়া হবে এবং তদন্ত শেষে বিস্তারিত জানানো হবে। এলাকাবাসী দ্রুত সমাধানের দাবি জানিয়েছেন। xyxy=(56,1349,347,1384)
body-text: এ ঘটনায় সংশ্লিষ্ট কর্তৃপক্ষ বিষয়টি খতিয়ে দেখছে বলে জানা গেছে। স্থানীয় প্রশাসন জানিয়েছে, প্রয়োজনীয় আইনগত ব্যবস্থা নেওয়া হবে এবং তদন্ত শেষে বিস্তারিত জানানো হবে। এলাকাবাসী দ্রুত সমাধানের দাবি জানিয়েছেন। xyxy=(1168,576,1512,611)
body-text: এ ঘটনায় সংশ্লিষ্ট কর্তৃপক্ষ বিষয়টি খতিয়ে দেখছে বলে জানা গেছে। স্থানীয় প্রশাসন জানিয়েছে, প্রয়োজনীয় আইনগত ব্যবস্থা নেওয়া হবে এবং তদন্ত শেষে বিস্তারিত জানানো হবে। এলাকাবাসী দ্রুত সমাধানের দাবি জানিয়েছেন। xyxy=(56,1426,347,1461)
article-lead: (প্রথম পৃষ্ঠার পর) নিহতদের পরিচয় জানা গেছে। xyxy=(363,1448,538,1460)
tender-cell-v: বাংলাদেশ কোস্ট গার্ড xyxy=(1203,1535,1513,1556)
body-text: এ ঘটনায় সংশ্লিষ্ট কর্তৃপক্ষ বিষয়টি খতিয়ে দেখছে বলে জানা গেছে। স্থানীয় প্রশাসন জানিয়েছে, প্রয়োজনীয় আইনগত ব্যবস্থা নেওয়া হবে এবং তদন্ত শেষে বিস্তারিত জানানো হবে। এলাকাবাসী দ্রুত সমাধানের দাবি জানিয়েছেন। xyxy=(56,1696,347,1731)
tender-cell-v: জি আর আইটি- ৫৫/ xyxy=(1203,1676,1513,1697)
masthead-rule xyxy=(56,103,1512,105)
headline: বেকার ২৬ লাখ xyxy=(454,1169,570,1190)
headline: বিএনপির জন্য একটা xyxy=(995,150,1132,169)
article-power[interactable] xyxy=(56,471,347,830)
tender-row xyxy=(979,1634,1513,1655)
article-unemployed[interactable] xyxy=(363,1164,661,1407)
article-lead: (প্রথম পৃষ্ঠার পর) বাসা থেকে তাকে তুলে নেওয়া হয়। xyxy=(677,186,869,197)
body-text: এ ঘটনায় সংশ্লিষ্ট কর্তৃপক্ষ বিষয়টি খতিয়ে দেখছে বলে জানা গেছে। স্থানীয় প্রশাসন জানিয়েছে, প্রয়োজনীয় আইনগত ব্যবস্থা নেওয়া হবে এবং তদন্ত শেষে বিস্তারিত জানানো হবে। এলাকাবাসী দ্রুত সমাধানের দাবি জানিয়েছেন। xyxy=(1168,460,1512,495)
tender-row xyxy=(979,1853,1513,1874)
tender-row xyxy=(979,1832,1513,1853)
body-text: এ ঘটনায় সংশ্লিষ্ট কর্তৃপক্ষ বিষয়টি খতিয়ে দেখছে বলে জানা গেছে। স্থানীয় প্রশাসন জানিয়েছে, প্রয়োজনীয় আইনগত ব্যবস্থা নেওয়া হবে এবং তদন্ত শেষে বিস্তারিত জানানো হবে। এলাকাবাসী দ্রুত সমাধানের দাবি জানিয়েছেন। xyxy=(677,948,960,984)
tender-cell-n: ১৫। xyxy=(979,1853,1009,1874)
tender-cell-v: ঢাকা xyxy=(1203,1592,1513,1613)
body-text: এ ঘটনায় সংশ্লিষ্ট কর্তৃপক্ষ বিষয়টি খতিয়ে দেখছে বলে জানা গেছে। স্থানীয় প্রশাসন জানিয়েছে, প্রয়োজনীয় আইনগত ব্যবস্থা নেওয়া হবে এবং তদন্ত শেষে বিস্তারিত জানানো হবে। এলাকাবাসী দ্রুত সমাধানের দাবি জানিয়েছেন। xyxy=(56,678,347,713)
body-text: এ ঘটনায় সংশ্লিষ্ট কর্তৃপক্ষ বিষয়টি খতিয়ে দেখছে বলে জানা গেছে। স্থানীয় প্রশাসন জানিয়েছে, প্রয়োজনীয় আইনগত ব্যবস্থা নেওয়া হবে এবং তদন্ত শেষে বিস্তারিত জানানো হবে। এলাকাবাসী দ্রুত সমাধানের দাবি জানিয়েছেন। xyxy=(677,1489,960,1524)
body-text: এ ঘটনায় সংশ্লিষ্ট কর্তৃপক্ষ বিষয়টি খতিয়ে দেখছে বলে জানা গেছে। স্থানীয় প্রশাসন জানিয়েছে, প্রয়োজনীয় আইনগত ব্যবস্থা নেওয়া হবে এবং তদন্ত শেষে বিস্তারিত জানানো হবে। এলাকাবাসী দ্রুত সমাধানের দাবি জানিয়েছেন। xyxy=(56,1117,347,1152)
body-text: এ ঘটনায় সংশ্লিষ্ট কর্তৃপক্ষ বিষয়টি খতিয়ে দেখছে বলে জানা গেছে। স্থানীয় প্রশাসন জানিয়েছে, প্রয়োজনীয় আইনগত ব্যবস্থা নেওয়া হবে এবং তদন্ত শেষে বিস্তারিত জানানো হবে। এলাকাবাসী দ্রুত সমাধানের দাবি জানিয়েছেন। xyxy=(677,239,960,274)
tender-cell-v: ফোন নং- ০২৮১৯-৪৪৬১৫২, ফ্যাক্স নং- ০২-৫৮১৫২৭৮৬ xyxy=(1203,1931,1513,1952)
body-text: এ ঘটনায় সংশ্লিষ্ট কর্তৃপক্ষ বিষয়টি খতিয়ে দেখছে বলে জানা গেছে। স্থানীয় প্রশাসন জানিয়েছে, প্রয়োজনীয় আইনগত ব্যবস্থা নেওয়া হবে এবং তদন্ত শেষে বিস্তারিত জানানো হবে। এলাকাবাসী দ্রুত সমাধানের দাবি জানিয়েছেন। xyxy=(56,1078,347,1114)
article-crisis[interactable] xyxy=(975,654,1152,1150)
article-bail[interactable] xyxy=(56,148,347,468)
body-text: এ ঘটনায় সংশ্লিষ্ট কর্তৃপক্ষ বিষয়টি খতিয়ে দেখছে বলে জানা গেছে। স্থানীয় প্রশাসন জানিয়েছে, প্রয়োজনীয় আইনগত ব্যবস্থা নেওয়া হবে এবং তদন্ত শেষে বিস্তারিত জানানো হবে। এলাকাবাসী দ্রুত সমাধানের দাবি জানিয়েছেন। xyxy=(677,586,960,622)
body-text: এ ঘটনায় সংশ্লিষ্ট কর্তৃপক্ষ বিষয়টি খতিয়ে দেখছে বলে জানা গেছে। স্থানীয় প্রশাসন জানিয়েছে, প্রয়োজনীয় আইনগত ব্যবস্থা নেওয়া হবে এবং তদন্ত শেষে বিস্তারিত জানানো হবে। এলাকাবাসী দ্রুত সমাধানের দাবি জানিয়েছেন। xyxy=(1168,614,1512,650)
article-property[interactable] xyxy=(1168,369,1512,1191)
ad-organization: বাংলাদেশ কোস্ট গার্ড xyxy=(1143,1439,1349,1467)
body-text: এ ঘটনায় সংশ্লিষ্ট কর্তৃপক্ষ বিষয়টি খতিয়ে দেখছে বলে জানা গেছে। স্থানীয় প্রশাসন জানিয়েছে, প্রয়োজনীয় আইনগত ব্যবস্থা নেওয়া হবে এবং তদন্ত শেষে বিস্তারিত জানানো হবে। এলাকাবাসী দ্রুত সমাধানের দাবি জানিয়েছেন। xyxy=(975,446,1152,506)
column-divider xyxy=(669,145,670,2348)
body-text: এ ঘটনায় সংশ্লিষ্ট কর্তৃপক্ষ বিষয়টি খতিয়ে দেখছে বলে জানা গেছে। স্থানীয় প্রশাসন জানিয়েছে, প্রয়োজনীয় আইনগত ব্যবস্থা নেওয়া হবে এবং তদন্ত শেষে বিস্তারিত জানানো হবে। এলাকাবাসী দ্রুত সমাধানের দাবি জানিয়েছেন। xyxy=(1168,692,1512,727)
body-text: এ ঘটনায় সংশ্লিষ্ট কর্তৃপক্ষ বিষয়টি খতিয়ে দেখছে বলে জানা গেছে। স্থানীয় প্রশাসন জানিয়েছে, প্রয়োজনীয় আইনগত ব্যবস্থা নেওয়া হবে এবং তদন্ত শেষে বিস্তারিত জানানো হবে। এলাকাবাসী দ্রুত সমাধানের দাবি জানিয়েছেন। xyxy=(363,816,661,852)
tender-cell-n: ১৩। xyxy=(979,1796,1009,1832)
section-label: খবর xyxy=(1404,30,1455,63)
body-text: এ ঘটনায় সংশ্লিষ্ট কর্তৃপক্ষ বিষয়টি খতিয়ে দেখছে বলে জানা গেছে। স্থানীয় প্রশাসন জানিয়েছে, প্রয়োজনীয় আইনগত ব্যবস্থা নেওয়া হবে এবং তদন্ত শেষে বিস্তারিত জানানো হবে। এলাকাবাসী দ্রুত সমাধানের দাবি জানিয়েছেন। xyxy=(1168,1000,1512,1036)
ad-government: গণপ্রজাতন্ত্রী বাংলাদেশ সরকার xyxy=(1162,1323,1330,1339)
column-2 xyxy=(363,145,661,2348)
article-lead: (প্রথম পৃষ্ঠার পর) নির্বাচন কমিশনের বৈঠক হয়। xyxy=(975,181,1144,192)
tender-row xyxy=(979,1556,1513,1592)
body-text: এ ঘটনায় সংশ্লিষ্ট কর্তৃপক্ষ বিষয়টি খতিয়ে দেখছে বলে জানা গেছে। স্থানীয় প্রশাসন জানিয়েছে, প্রয়োজনীয় আইনগত ব্যবস্থা নেওয়া হবে এবং তদন্ত শেষে বিস্তারিত জানানো হবে। এলাকাবাসী দ্রুত সমাধানের দাবি জানিয়েছেন। xyxy=(677,910,960,945)
tender-row xyxy=(979,1952,1513,1973)
body-text: এ ঘটনায় সংশ্লিষ্ট কর্তৃপক্ষ বিষয়টি খতিয়ে দেখছে বলে জানা গেছে। স্থানীয় প্রশাসন জানিয়েছে, প্রয়োজনীয় আইনগত ব্যবস্থা নেওয়া হবে এবং তদন্ত শেষে বিস্তারিত জানানো হবে। এলাকাবাসী দ্রুত সমাধানের দাবি জানিয়েছেন। xyxy=(56,524,347,559)
body-text: এ ঘটনায় সংশ্লিষ্ট কর্তৃপক্ষ বিষয়টি খতিয়ে দেখছে বলে জানা গেছে। স্থানীয় প্রশাসন জানিয়েছে, প্রয়োজনীয় আইনগত ব্যবস্থা নেওয়া হবে এবং তদন্ত শেষে বিস্তারিত জানানো হবে। এলাকাবাসী দ্রুত সমাধানের দাবি জানিয়েছেন। xyxy=(677,393,960,429)
body-text: এ ঘটনায় সংশ্লিষ্ট কর্তৃপক্ষ বিষয়টি খতিয়ে দেখছে বলে জানা গেছে। স্থানীয় প্রশাসন জানিয়েছে, প্রয়োজনীয় আইনগত ব্যবস্থা নেওয়া হবে এবং তদন্ত শেষে বিস্তারিত জানানো হবে। এলাকাবাসী দ্রুত সমাধানের দাবি জানিয়েছেন। xyxy=(677,987,960,1022)
body-text: এ ঘটনায় সংশ্লিষ্ট কর্তৃপক্ষ বিষয়টি খতিয়ে দেখছে বলে জানা গেছে। স্থানীয় প্রশাসন জানিয়েছে, প্রয়োজনীয় আইনগত ব্যবস্থা নেওয়া হবে এবং তদন্ত শেষে বিস্তারিত জানানো হবে। এলাকাবাসী দ্রুত সমাধানের দাবি জানিয়েছেন। xyxy=(677,1450,960,1485)
article-lead: (প্রথম পৃষ্ঠার পর) সাংবাদিকের প্রশ্নের জবাবে তিনি এ কথা বলেন। xyxy=(975,687,1152,710)
body-text: এ ঘটনায় সংশ্লিষ্ট কর্তৃপক্ষ বিষয়টি খতিয়ে দেখছে বলে জানা গেছে। স্থানীয় প্রশাসন জানিয়েছে, প্রয়োজনীয় আইনগত ব্যবস্থা নেওয়া হবে এবং তদন্ত শেষে বিস্তারিত জানানো হবে। এলাকাবাসী দ্রুত সমাধানের দাবি জানিয়েছেন। xyxy=(677,1411,960,1447)
body-text: এ ঘটনায় সংশ্লিষ্ট কর্তৃপক্ষ বিষয়টি খতিয়ে দেখছে বলে জানা গেছে। স্থানীয় প্রশাসন জানিয়েছে, প্রয়োজনীয় আইনগত ব্যবস্থা নেওয়া হবে এবং তদন্ত শেষে বিস্তারিত জানানো হবে। এলাকাবাসী দ্রুত সমাধানের দাবি জানিয়েছেন। xyxy=(363,594,661,630)
tender-cell-n: ২। xyxy=(979,1535,1009,1556)
tender-cell-n: ৬। xyxy=(979,1634,1009,1655)
body-text: এ ঘটনায় সংশ্লিষ্ট কর্তৃপক্ষ বিষয়টি খতিয়ে দেখছে বলে জানা গেছে। স্থানীয় প্রশাসন জানিয়েছে, প্রয়োজনীয় আইনগত ব্যবস্থা নেওয়া হবে এবং তদন্ত শেষে বিস্তারিত জানানো হবে। এলাকাবাসী দ্রুত সমাধানের দাবি জানিয়েছেন। xyxy=(56,239,347,274)
body-text: এ ঘটনায় সংশ্লিষ্ট কর্তৃপক্ষ বিষয়টি খতিয়ে দেখছে বলে জানা গেছে। স্থানীয় প্রশাসন জানিয়েছে, প্রয়োজনীয় আইনগত ব্যবস্থা নেওয়া হবে এবং তদন্ত শেষে বিস্তারিত জানানো হবে। এলাকাবাসী দ্রুত সমাধানের দাবি জানিয়েছেন। xyxy=(677,1527,960,1563)
article-lead: (প্রথম পৃষ্ঠার পর) দেশে বেকারের সংখ্যা ২৬ লাখ। xyxy=(363,1202,544,1214)
body-text: এ ঘটনায় সংশ্লিষ্ট কর্তৃপক্ষ বিষয়টি খতিয়ে দেখছে বলে জানা গেছে। স্থানীয় প্রশাসন জানিয়েছে, প্রয়োজনীয় আইনগত ব্যবস্থা নেওয়া হবে এবং তদন্ত শেষে বিস্তারিত জানানো হবে। এলাকাবাসী দ্রুত সমাধানের দাবি জানিয়েছেন। xyxy=(56,794,347,829)
tender-cell-k: সংস্থা xyxy=(1009,1535,1203,1556)
tender-row xyxy=(979,1697,1513,1733)
newspaper-name: বাংলাদেশ প্রতিদিন xyxy=(56,34,393,88)
tender-row xyxy=(979,1874,1513,1895)
tender-cell-k: যোগাযোগের ঠিকানা xyxy=(1009,1895,1203,1931)
body-text: এ ঘটনায় সংশ্লিষ্ট কর্তৃপক্ষ বিষয়টি খতিয়ে দেখছে বলে জানা গেছে। স্থানীয় প্রশাসন জানিয়েছে, প্রয়োজনীয় আইনগত ব্যবস্থা নেওয়া হবে এবং তদন্ত শেষে বিস্তারিত জানানো হবে। এলাকাবাসী দ্রুত সমাধানের দাবি জানিয়েছেন। xyxy=(1168,195,1512,231)
body-text: এ ঘটনায় সংশ্লিষ্ট কর্তৃপক্ষ বিষয়টি খতিয়ে দেখছে বলে জানা গেছে। স্থানীয় প্রশাসন জানিয়েছে, প্রয়োজনীয় আইনগত ব্যবস্থা নেওয়া হবে এবং তদন্ত শেষে বিস্তারিত জানানো হবে। এলাকাবাসী দ্রুত সমাধানের দাবি জানিয়েছেন। xyxy=(975,713,1152,773)
body-text: এ ঘটনায় সংশ্লিষ্ট কর্তৃপক্ষ বিষয়টি খতিয়ে দেখছে বলে জানা গেছে। স্থানীয় প্রশাসন জানিয়েছে, প্রয়োজনীয় আইনগত ব্যবস্থা নেওয়া হবে এবং তদন্ত শেষে বিস্তারিত জানানো হবে। এলাকাবাসী দ্রুত সমাধানের দাবি জানিয়েছেন। xyxy=(677,509,960,544)
body-text: এ ঘটনায় সংশ্লিষ্ট কর্তৃপক্ষ বিষয়টি খতিয়ে দেখছে বলে জানা গেছে। স্থানীয় প্রশাসন জানিয়েছে, প্রয়োজনীয় আইনগত ব্যবস্থা নেওয়া হবে এবং তদন্ত শেষে বিস্তারিত জানানো হবে। এলাকাবাসী দ্রুত সমাধানের দাবি জানিয়েছেন। xyxy=(677,794,960,829)
body-text: এ ঘটনায় সংশ্লিষ্ট কর্তৃপক্ষ বিষয়টি খতিয়ে দেখছে বলে জানা গেছে। স্থানীয় প্রশাসন জানিয়েছে, প্রয়োজনীয় আইনগত ব্যবস্থা নেওয়া হবে এবং তদন্ত শেষে বিস্তারিত জানানো হবে। এলাকাবাসী দ্রুত সমাধানের দাবি জানিয়েছেন। xyxy=(1168,499,1512,534)
body-text: এ ঘটনায় সংশ্লিষ্ট কর্তৃপক্ষ বিষয়টি খতিয়ে দেখছে বলে জানা গেছে। স্থানীয় প্রশাসন জানিয়েছে, প্রয়োজনীয় আইনগত ব্যবস্থা নেওয়া হবে এবং তদন্ত শেষে বিস্তারিত জানানো হবে। এলাকাবাসী দ্রুত সমাধানের দাবি জানিয়েছেন। xyxy=(975,384,1152,443)
missing-person-photo xyxy=(555,472,661,578)
ad-notice-title: উন্মুক্ত দরপত্র বিজ্ঞপ্তি xyxy=(1176,1477,1316,1497)
body-text: এ ঘটনায় সংশ্লিষ্ট কর্তৃপক্ষ বিষয়টি খতিয়ে দেখছে বলে জানা গেছে। স্থানীয় প্রশাসন জানিয়েছে, প্রয়োজনীয় আইনগত ব্যবস্থা নেওয়া হবে এবং তদন্ত শেষে বিস্তারিত জানানো হবে। এলাকাবাসী দ্রুত সমাধানের দাবি জানিয়েছেন। xyxy=(363,1009,661,1045)
body-text: এ ঘটনায় সংশ্লিষ্ট কর্তৃপক্ষ বিষয়টি খতিয়ে দেখছে বলে জানা গেছে। স্থানীয় প্রশাসন জানিয়েছে, প্রয়োজনীয় আইনগত ব্যবস্থা নেওয়া হবে এবং তদন্ত শেষে বিস্তারিত জানানো হবে। এলাকাবাসী দ্রুত সমাধানের দাবি জানিয়েছেন। xyxy=(56,393,347,429)
tender-cell-n: ১৮। xyxy=(979,1931,1009,1952)
body-text: এ ঘটনায় সংশ্লিষ্ট কর্তৃপক্ষ বিষয়টি খতিয়ে দেখছে বলে জানা গেছে। স্থানীয় প্রশাসন জানিয়েছে, প্রয়োজনীয় আইনগত ব্যবস্থা নেওয়া হবে এবং তদন্ত শেষে বিস্তারিত জানানো হবে। এলাকাবাসী দ্রুত সমাধানের দাবি জানিয়েছেন। xyxy=(677,277,960,313)
column-5 xyxy=(1168,145,1512,1303)
body-text: এ ঘটনায় সংশ্লিষ্ট কর্তৃপক্ষ বিষয়টি খতিয়ে দেখছে বলে জানা গেছে। স্থানীয় প্রশাসন জানিয়েছে, প্রয়োজনীয় আইনগত ব্যবস্থা নেওয়া হবে এবং তদন্ত শেষে বিস্তারিত জানানো হবে। এলাকাবাসী দ্রুত সমাধানের দাবি জানিয়েছেন। xyxy=(363,302,661,350)
tender-cell-k: চুক্তি সম্পাদনের মেয়াদ xyxy=(1009,1853,1203,1874)
body-text: এ ঘটনায় সংশ্লিষ্ট কর্তৃপক্ষ বিষয়টি খতিয়ে দেখছে বলে জানা গেছে। স্থানীয় প্রশাসন জানিয়েছে, প্রয়োজনীয় আইনগত ব্যবস্থা নেওয়া হবে এবং তদন্ত শেষে বিস্তারিত জানানো হবে। এলাকাবাসী দ্রুত সমাধানের দাবি জানিয়েছেন। xyxy=(677,871,960,906)
page-number-badge: ১১ xyxy=(1462,11,1512,61)
body-text: এ ঘটনায় সংশ্লিষ্ট কর্তৃপক্ষ বিষয়টি খতিয়ে দেখছে বলে জানা গেছে। স্থানীয় প্রশাসন জানিয়েছে, প্রয়োজনীয় আইনগত ব্যবস্থা নেওয়া হবে এবং তদন্ত শেষে বিস্তারিত জানানো হবে। এলাকাবাসী দ্রুত সমাধানের দাবি জানিয়েছেন। xyxy=(363,392,661,427)
body-text: এ ঘটনায় সংশ্লিষ্ট কর্তৃপক্ষ বিষয়টি খতিয়ে দেখছে বলে জানা গেছে। স্থানীয় প্রশাসন জানিয়েছে, প্রয়োজনীয় আইনগত ব্যবস্থা নেওয়া হবে এবং তদন্ত শেষে বিস্তারিত জানানো হবে। এলাকাবাসী দ্রুত সমাধানের দাবি জানিয়েছেন। xyxy=(677,832,960,868)
tender-cell-v: উন্মুক্ত দরপত্র পদ্ধতি (Open Tender Method) xyxy=(1203,1634,1513,1655)
body-text: এ ঘটনায় সংশ্লিষ্ট কর্তৃপক্ষ বিষয়টি খতিয়ে দেখছে বলে জানা গেছে। স্থানীয় প্রশাসন জানিয়েছে, প্রয়োজনীয় আইনগত ব্যবস্থা নেওয়া হবে এবং তদন্ত শেষে বিস্তারিত জানানো হবে। এলাকাবাসী দ্রুত সমাধানের দাবি জানিয়েছেন। xyxy=(363,739,661,774)
body-text: এ ঘটনায় সংশ্লিষ্ট কর্তৃপক্ষ বিষয়টি খতিয়ে দেখছে বলে জানা গেছে। স্থানীয় প্রশাসন জানিয়েছে, প্রয়োজনীয় আইনগত ব্যবস্থা নেওয়া হবে এবং তদন্ত শেষে বিস্তারিত জানানো হবে। এলাকাবাসী দ্রুত সমাধানের দাবি জানিয়েছেন। xyxy=(677,1025,960,1061)
body-text: এ ঘটনায় সংশ্লিষ্ট কর্তৃপক্ষ বিষয়টি খতিয়ে দেখছে বলে জানা গেছে। স্থানীয় প্রশাসন জানিয়েছে, প্রয়োজনীয় আইনগত ব্যবস্থা নেওয়া হবে এবং তদন্ত শেষে বিস্তারিত জানানো হবে। এলাকাবাসী দ্রুত সমাধানের দাবি জানিয়েছেন। xyxy=(975,902,1152,961)
body-text: এ ঘটনায় সংশ্লিষ্ট কর্তৃপক্ষ বিষয়টি খতিয়ে দেখছে বলে জানা গেছে। স্থানীয় প্রশাসন জানিয়েছে, প্রয়োজনীয় আইনগত ব্যবস্থা নেওয়া হবে এবং তদন্ত শেষে বিস্তারিত জানানো হবে। এলাকাবাসী দ্রুত সমাধানের দাবি জানিয়েছেন। xyxy=(56,1233,347,1268)
headline: সৌদিতে বাংলাদেশি xyxy=(440,1415,585,1436)
body-text: এ ঘটনায় সংশ্লিষ্ট কর্তৃপক্ষ বিষয়টি খতিয়ে দেখছে বলে জানা গেছে। স্থানীয় প্রশাসন জানিয়েছে, প্রয়োজনীয় আইনগত ব্যবস্থা নেওয়া হবে এবং তদন্ত শেষে বিস্তারিত জানানো হবে। এলাকাবাসী দ্রুত সমাধানের দাবি জানিয়েছেন। xyxy=(56,1310,347,1345)
body-text: এ ঘটনায় সংশ্লিষ্ট কর্তৃপক্ষ বিষয়টি খতিয়ে দেখছে বলে জানা গেছে। স্থানীয় প্রশাসন জানিয়েছে, প্রয়োজনীয় আইনগত ব্যবস্থা নেওয়া হবে এবং তদন্ত শেষে বিস্তারিত জানানো হবে। এলাকাবাসী দ্রুত সমাধানের দাবি জানিয়েছেন। xyxy=(363,1333,661,1368)
body-text: এ ঘটনায় সংশ্লিষ্ট কর্তৃপক্ষ বিষয়টি খতিয়ে দেখছে বলে জানা গেছে। স্থানীয় প্রশাসন জানিয়েছে, প্রয়োজনীয় আইনগত ব্যবস্থা নেওয়া হবে এবং তদন্ত শেষে বিস্তারিত জানানো হবে। এলাকাবাসী দ্রুত সমাধানের দাবি জানিয়েছেন। xyxy=(363,177,556,236)
tender-cell-v: দরপত্র সংক্রান্ত বিস্তারিত তথ্য www.coastguard.gov.bd এ পাওয়া যাবে। xyxy=(1203,1952,1513,1973)
column-1 xyxy=(56,145,347,2348)
body-text: এ ঘটনায় সংশ্লিষ্ট কর্তৃপক্ষ বিষয়টি খতিয়ে দেখছে বলে জানা গেছে। স্থানীয় প্রশাসন জানিয়েছে, প্রয়োজনীয় আইনগত ব্যবস্থা নেওয়া হবে এবং তদন্ত শেষে বিস্তারিত জানানো হবে। এলাকাবাসী দ্রুত সমাধানের দাবি জানিয়েছেন। xyxy=(56,1773,347,1809)
body-text: এ ঘটনায় সংশ্লিষ্ট কর্তৃপক্ষ বিষয়টি খতিয়ে দেখছে বলে জানা গেছে। স্থানীয় প্রশাসন জানিয়েছে, প্রয়োজনীয় আইনগত ব্যবস্থা নেওয়া হবে এবং তদন্ত শেষে বিস্তারিত জানানো হবে। এলাকাবাসী দ্রুত সমাধানের দাবি জানিয়েছেন। xyxy=(56,885,347,921)
body-text: এ ঘটনায় সংশ্লিষ্ট কর্তৃপক্ষ বিষয়টি খতিয়ে দেখছে বলে জানা গেছে। স্থানীয় প্রশাসন জানিয়েছে, প্রয়োজনীয় আইনগত ব্যবস্থা নেওয়া হবে এবং তদন্ত শেষে বিস্তারিত জানানো হবে। এলাকাবাসী দ্রুত সমাধানের দাবি জানিয়েছেন। xyxy=(363,932,661,967)
body-text: এ ঘটনায় সংশ্লিষ্ট কর্তৃপক্ষ বিষয়টি খতিয়ে দেখছে বলে জানা গেছে। স্থানীয় প্রশাসন জানিয়েছে, প্রয়োজনীয় আইনগত ব্যবস্থা নেওয়া হবে এবং তদন্ত শেষে বিস্তারিত জানানো হবে। এলাকাবাসী দ্রুত সমাধানের দাবি জানিয়েছেন। xyxy=(363,469,548,528)
body-text: এ ঘটনায় সংশ্লিষ্ট কর্তৃপক্ষ বিষয়টি খতিয়ে দেখছে বলে জানা গেছে। স্থানীয় প্রশাসন জানিয়েছে, প্রয়োজনীয় আইনগত ব্যবস্থা নেওয়া হবে এবং তদন্ত শেষে বিস্তারিত জানানো হবে। এলাকাবাসী দ্রুত সমাধানের দাবি জানিয়েছেন। xyxy=(363,353,661,388)
body-text: এ ঘটনায় সংশ্লিষ্ট কর্তৃপক্ষ বিষয়টি খতিয়ে দেখছে বলে জানা গেছে। স্থানীয় প্রশাসন জানিয়েছে, প্রয়োজনীয় আইনগত ব্যবস্থা নেওয়া হবে এবং তদন্ত শেষে বিস্তারিত জানানো হবে। এলাকাবাসী দ্রুত সমাধানের দাবি জানিয়েছেন। xyxy=(363,1579,661,1614)
tender-row xyxy=(979,1895,1513,1931)
body-text: এ ঘটনায় সংশ্লিষ্ট কর্তৃপক্ষ বিষয়টি খতিয়ে দেখছে বলে জানা গেছে। স্থানীয় প্রশাসন জানিয়েছে, প্রয়োজনীয় আইনগত ব্যবস্থা নেওয়া হবে এবং তদন্ত শেষে বিস্তারিত জানানো হবে। এলাকাবাসী দ্রুত সমাধানের দাবি জানিয়েছেন। xyxy=(677,1373,960,1408)
tender-row xyxy=(979,1676,1513,1697)
article-digital-security[interactable] xyxy=(677,148,960,738)
body-text: এ ঘটনায় সংশ্লিষ্ট কর্তৃপক্ষ বিষয়টি খতিয়ে দেখছে বলে জানা গেছে। স্থানীয় প্রশাসন জানিয়েছে, প্রয়োজনীয় আইনগত ব্যবস্থা নেওয়া হবে এবং তদন্ত শেষে বিস্তারিত জানানো হবে। এলাকাবাসী দ্রুত সমাধানের দাবি জানিয়েছেন। xyxy=(56,277,347,313)
body-text: এ ঘটনায় সংশ্লিষ্ট কর্তৃপক্ষ বিষয়টি খতিয়ে দেখছে বলে জানা গেছে। স্থানীয় প্রশাসন জানিয়েছে, প্রয়োজনীয় আইনগত ব্যবস্থা নেওয়া হবে এবং তদন্ত শেষে বিস্তারিত জানানো হবে। এলাকাবাসী দ্রুত সমাধানের দাবি জানিয়েছেন। xyxy=(1168,962,1512,997)
tender-cell-v: ১৯ এপ্রিল ২০২৩, দুপুর ১২৩০ ঘটিকা xyxy=(1203,1775,1513,1796)
body-text: এ ঘটনায় সংশ্লিষ্ট কর্তৃপক্ষ বিষয়টি খতিয়ে দেখছে বলে জানা গেছে। স্থানীয় প্রশাসন জানিয়েছে, প্রয়োজনীয় আইনগত ব্যবস্থা নেওয়া হবে এবং তদন্ত শেষে বিস্তারিত জানানো হবে। এলাকাবাসী দ্রুত সমাধানের দাবি জানিয়েছেন। xyxy=(56,1619,347,1654)
body-text: এ ঘটনায় সংশ্লিষ্ট কর্তৃপক্ষ বিষয়টি খতিয়ে দেখছে বলে জানা গেছে। স্থানীয় প্রশাসন জানিয়েছে, প্রয়োজনীয় আইনগত ব্যবস্থা নেওয়া হবে এবং তদন্ত শেষে বিস্তারিত জানানো হবে। এলাকাবাসী দ্রুত সমাধানের দাবি জানিয়েছেন। xyxy=(363,532,548,591)
obituary-photo xyxy=(563,180,661,302)
body-text: এ ঘটনায় সংশ্লিষ্ট কর্তৃপক্ষ বিষয়টি খতিয়ে দেখছে বলে জানা গেছে। স্থানীয় প্রশাসন জানিয়েছে, প্রয়োজনীয় আইনগত ব্যবস্থা নেওয়া হবে এবং তদন্ত শেষে বিস্তারিত জানানো হবে। এলাকাবাসী দ্রুত সমাধানের দাবি জানিয়েছেন। xyxy=(56,1156,347,1191)
body-text: এ ঘটনায় সংশ্লিষ্ট কর্তৃপক্ষ বিষয়টি খতিয়ে দেখছে বলে জানা গেছে। স্থানীয় প্রশাসন জানিয়েছে, প্রয়োজনীয় আইনগত ব্যবস্থা নেওয়া হবে এবং তদন্ত শেষে বিস্তারিত জানানো হবে। এলাকাবাসী দ্রুত সমাধানের দাবি জানিয়েছেন। xyxy=(1168,1078,1512,1113)
body-text: এ ঘটনায় সংশ্লিষ্ট কর্তৃপক্ষ বিষয়টি খতিয়ে দেখছে বলে জানা গেছে। স্থানীয় প্রশাসন জানিয়েছে, প্রয়োজনীয় আইনগত ব্যবস্থা নেওয়া হবে এবং তদন্ত শেষে বিস্তারিত জানানো হবে। এলাকাবাসী দ্রুত সমাধানের দাবি জানিয়েছেন। xyxy=(56,562,347,598)
article-lead: (প্রথম পৃষ্ঠার পর) হাইকোর্ট জামিন অযোগ্য বলে মন্তব্য করেন। xyxy=(56,186,279,197)
byline: -নিজস্ব প্রতিবেদক xyxy=(1443,351,1512,362)
body-text: এ ঘটনায় সংশ্লিষ্ট কর্তৃপক্ষ বিষয়টি খতিয়ে দেখছে বলে জানা গেছে। স্থানীয় প্রশাসন জানিয়েছে, প্রয়োজনীয় আইনগত ব্যবস্থা নেওয়া হবে এবং তদন্ত শেষে বিস্তারিত জানানো হবে। এলাকাবাসী দ্রুত সমাধানের দাবি জানিয়েছেন। xyxy=(363,700,661,736)
tender-cell-k: দরপত্র দলিলের মূল্য xyxy=(1009,1874,1203,1895)
tender-row xyxy=(979,1535,1513,1556)
tender-cell-v: মহাপরিচালক, বাংলাদেশ কোস্ট গার্ড, আগারগাঁও প্রশাসনিক এলাকা, শের-ই-বাংলা নগর, ঢাকা-১২০৭। xyxy=(1203,1556,1513,1592)
tender-cell-v: মহাপরিচালক, বাংলাদেশ কোস্ট গার্ড, আগারগাঁও প্রশাসনিক এলাকা, শের-ই-বাংলা নগর, ঢাকা-১২০৭। xyxy=(1203,1895,1513,1931)
headline: কেউ সংক্ষুব্ধ হলে xyxy=(1008,655,1119,675)
body-text: এ ঘটনায় সংশ্লিষ্ট কর্তৃপক্ষ বিষয়টি খতিয়ে দেখছে বলে জানা গেছে। স্থানীয় প্রশাসন জানিয়েছে, প্রয়োজনীয় আইনগত ব্যবস্থা নেওয়া হবে এবং তদন্ত শেষে বিস্তারিত জানানো হবে। এলাকাবাসী দ্রুত সমাধানের দাবি জানিয়েছেন। xyxy=(677,1604,960,1640)
body-text: এ ঘটনায় সংশ্লিষ্ট কর্তৃপক্ষ বিষয়টি খতিয়ে দেখছে বলে জানা গেছে। স্থানীয় প্রশাসন জানিয়েছে, প্রয়োজনীয় আইনগত ব্যবস্থা নেওয়া হবে এবং তদন্ত শেষে বিস্তারিত জানানো হবে। এলাকাবাসী দ্রুত সমাধানের দাবি জানিয়েছেন। xyxy=(677,1103,960,1138)
body-text: এ ঘটনায় সংশ্লিষ্ট কর্তৃপক্ষ বিষয়টি খতিয়ে দেখছে বলে জানা গেছে। স্থানীয় প্রশাসন জানিয়েছে, প্রয়োজনীয় আইনগত ব্যবস্থা নেওয়া হবে এবং তদন্ত শেষে বিস্তারিত জানানো হবে। এলাকাবাসী দ্রুত সমাধানের দাবি জানিয়েছেন। xyxy=(363,971,661,1006)
tender-row xyxy=(979,1775,1513,1796)
body-text: এ ঘটনায় সংশ্লিষ্ট কর্তৃপক্ষ বিষয়টি খতিয়ে দেখছে বলে জানা গেছে। স্থানীয় প্রশাসন জানিয়েছে, প্রয়োজনীয় আইনগত ব্যবস্থা নেওয়া হবে এবং তদন্ত শেষে বিস্তারিত জানানো হবে। এলাকাবাসী দ্রুত সমাধানের দাবি জানিয়েছেন। xyxy=(56,200,347,236)
body-text: এ ঘটনায় সংশ্লিষ্ট কর্তৃপক্ষ বিষয়টি খতিয়ে দেখছে বলে জানা গেছে। স্থানীয় প্রশাসন জানিয়েছে, প্রয়োজনীয় আইনগত ব্যবস্থা নেওয়া হবে এবং তদন্ত শেষে বিস্তারিত জানানো হবে। এলাকাবাসী দ্রুত সমাধানের দাবি জানিয়েছেন। xyxy=(677,663,960,699)
ad-ministry: স্বরাষ্ট্র মন্ত্রণালয় xyxy=(1205,1349,1287,1365)
tender-row xyxy=(979,1754,1513,1775)
tender-advertisement[interactable] xyxy=(977,1311,1515,2343)
column-divider xyxy=(355,145,356,2348)
article-bnp[interactable] xyxy=(975,148,1152,651)
tender-row xyxy=(979,1733,1513,1754)
coast-guard-emblem-icon xyxy=(1221,1375,1272,1427)
tender-cell-n: ১৭। xyxy=(979,1895,1009,1931)
ad-signatory: পরিচালক (আইটি ও যোগাযোগ পরিদপ্তর) পক্ষে মহাপরিচালক xyxy=(1138,1982,1354,1993)
tender-cell-n: ১৬। xyxy=(979,1874,1009,1895)
article-gone[interactable] xyxy=(677,741,960,1641)
body-text: এ ঘটনায় সংশ্লিষ্ট কর্তৃপক্ষ বিষয়টি খতিয়ে দেখছে বলে জানা গেছে। স্থানীয় প্রশাসন জানিয়েছে, প্রয়োজনীয় আইনগত ব্যবস্থা নেওয়া হবে এবং তদন্ত শেষে বিস্তারিত জানানো হবে। এলাকাবাসী দ্রুত সমাধানের দাবি জানিয়েছেন। xyxy=(363,1617,661,1653)
body-text: এ ঘটনায় সংশ্লিষ্ট কর্তৃপক্ষ বিষয়টি খতিয়ে দেখছে বলে জানা গেছে। স্থানীয় প্রশাসন জানিয়েছে, প্রয়োজনীয় আইনগত ব্যবস্থা নেওয়া হবে এবং তদন্ত শেষে বিস্তারিত জানানো হবে। এলাকাবাসী দ্রুত সমাধানের দাবি জানিয়েছেন। xyxy=(56,1580,347,1616)
